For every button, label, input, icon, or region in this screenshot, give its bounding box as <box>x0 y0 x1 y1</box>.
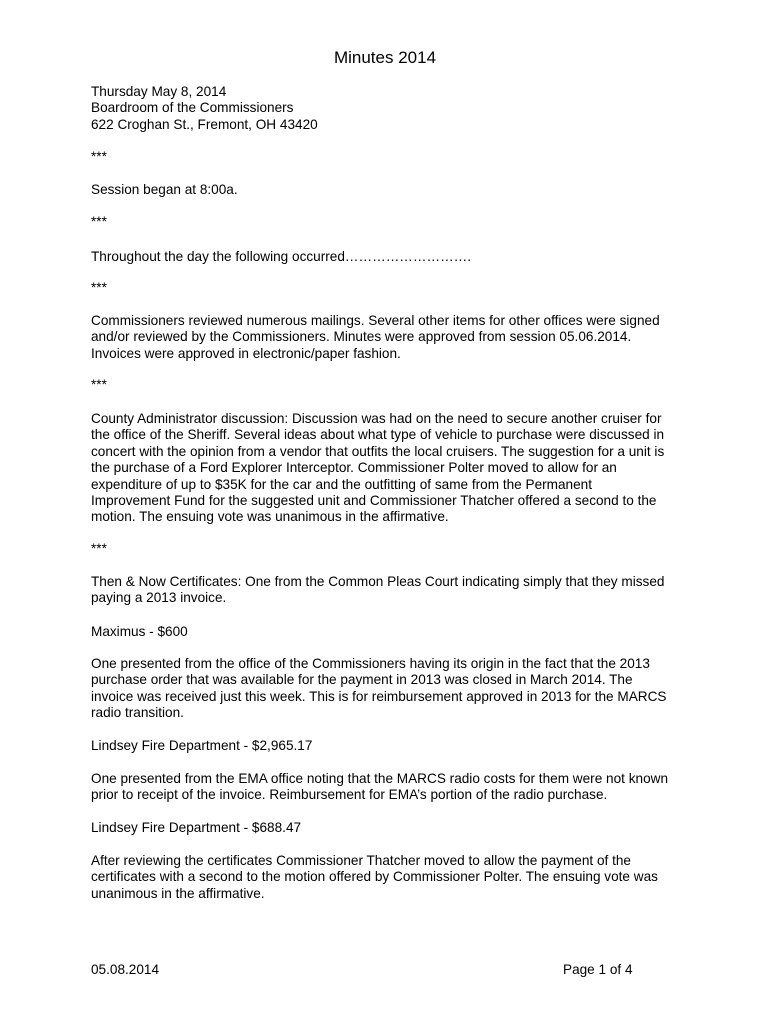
separator: *** <box>91 541 107 556</box>
text-line: Invoices were approved in electronic/paper fashion. <box>91 345 401 361</box>
text-line: County Administrator discussion: Discussion was had on the need to secure another cruiser for <box>91 411 662 426</box>
separator: *** <box>91 280 107 295</box>
meeting-header <box>91 84 691 133</box>
text-line: motion. The ensuing vote was unanimous in the affirmative. <box>91 509 449 525</box>
separator: *** <box>91 214 107 229</box>
paragraph-ema <box>91 771 691 804</box>
text-line: the office of the Sheriff. Several ideas about what type of vehicle to purchase were discussed in <box>91 427 665 443</box>
text-line: Improvement Fund for the suggested unit and Commissioner Thatcher offered a second to the <box>91 493 657 509</box>
text-line: certificates with a second to the motion offered by Commissioner Polter. The ensuing vote was <box>91 869 658 885</box>
text-line: One presented from the office of the Commissioners having its origin in the fact that the 2013 <box>91 656 650 671</box>
separator: *** <box>91 149 107 164</box>
text-line: unanimous in the affirmative. <box>91 885 265 901</box>
document-title: Minutes 2014 <box>333 48 437 67</box>
paragraph-administrator <box>91 411 691 526</box>
session-start: Session began at 8:00a. <box>91 182 238 197</box>
text-line: and/or reviewed by the Commissioners. Minutes were approved from session 05.06.2014. <box>91 329 632 345</box>
text-line: the purchase of a Ford Explorer Interceptor. Commissioner Polter moved to allow for an <box>91 460 617 476</box>
intro-text: Throughout the day the following occurred………………………. <box>91 249 472 264</box>
separator: *** <box>91 377 107 392</box>
item-lindsey-fire-1: Lindsey Fire Department - $2,965.17 <box>91 738 313 753</box>
text-line: One presented from the EMA office noting that the MARCS radio costs for them were not known <box>91 771 669 786</box>
text-line: paying a 2013 invoice. <box>91 590 227 606</box>
meeting-address: 622 Croghan St., Fremont, OH 43420 <box>91 116 318 132</box>
footer-page-number: Page 1 of 4 <box>563 962 633 977</box>
item-maximus: Maximus - $600 <box>91 624 188 639</box>
text-line: Then & Now Certificates: One from the Common Pleas Court indicating simply that they missed <box>91 574 665 589</box>
paragraph-mailings <box>91 313 691 362</box>
paragraph-commissioners-office <box>91 656 691 722</box>
meeting-date: Thursday May 8, 2014 <box>91 84 227 99</box>
text-line: After reviewing the certificates Commissioner Thatcher moved to allow the payment of the <box>91 853 631 868</box>
paragraph-certificates <box>91 574 691 607</box>
text-line: purchase order that was available for the payment in 2013 was closed in March 2014. The <box>91 672 633 688</box>
text-line: expenditure of up to $35K for the car and the outfitting of same from the Permanent <box>91 476 593 492</box>
footer-date: 05.08.2014 <box>91 962 160 977</box>
text-line: prior to receipt of the invoice. Reimbursement for EMA’s portion of the radio purchase. <box>91 787 608 803</box>
paragraph-payment <box>91 853 691 902</box>
text-line: concert with the opinion from a vendor that outfits the local cruisers. The suggestion for a unit is <box>91 443 665 459</box>
item-lindsey-fire-2: Lindsey Fire Department - $688.47 <box>91 820 302 835</box>
text-line: invoice was received just this week. This is for reimbursement approved in 2013 for the MARCS <box>91 688 667 704</box>
text-line: Commissioners reviewed numerous mailings. Several other items for other offices were signed <box>91 313 660 328</box>
text-line: radio transition. <box>91 705 184 721</box>
meeting-location: Boardroom of the Commissioners <box>91 100 294 116</box>
